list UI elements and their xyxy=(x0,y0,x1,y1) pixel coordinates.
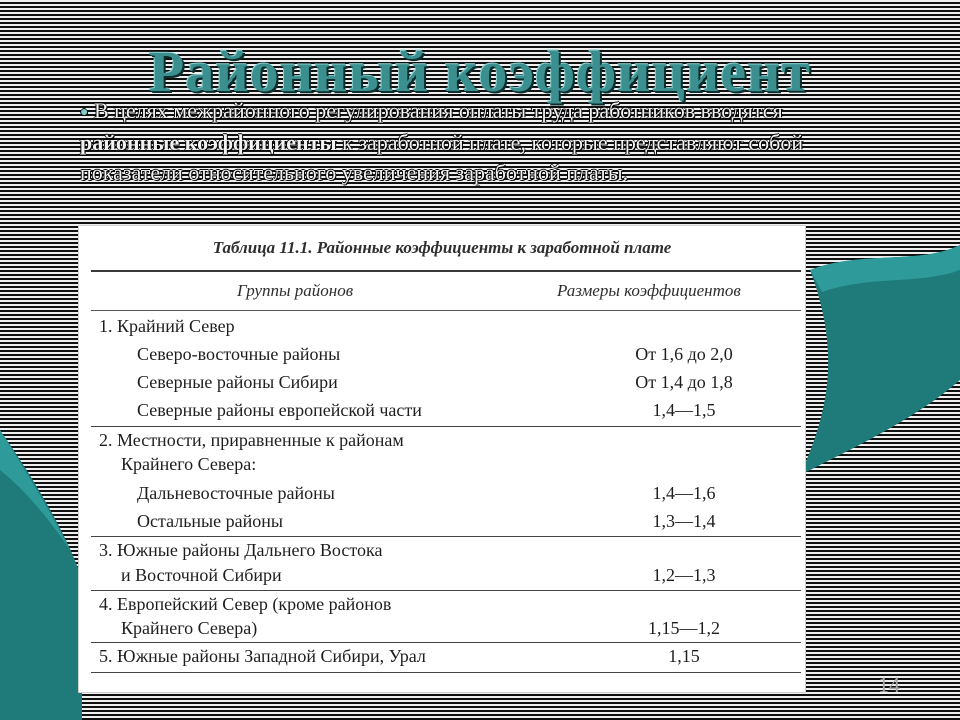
teal-wave-left-decoration xyxy=(0,430,82,720)
row-value: 1,4—1,6 xyxy=(652,483,716,503)
column-header-groups: Группы районов xyxy=(237,281,354,300)
table-row xyxy=(79,452,805,480)
table-row xyxy=(79,342,805,370)
table-row xyxy=(79,563,805,591)
intro-paragraph xyxy=(80,96,870,188)
row-value: 1,15—1,2 xyxy=(648,618,720,638)
row-label: 2. Местности, приравненные к районам xyxy=(99,430,404,450)
table-row xyxy=(79,538,805,566)
intro-text-start: В целях межрайонного регулирования оплаты труда работников вводятся xyxy=(93,98,783,123)
row-label: Дальневосточные районы xyxy=(137,483,335,503)
coefficient-table xyxy=(78,225,806,693)
row-label: 4. Европейский Север (кроме районов xyxy=(99,594,392,614)
row-label: 3. Южные районы Дальнего Востока xyxy=(99,540,383,560)
table-top-rule xyxy=(91,270,801,272)
row-divider xyxy=(91,426,801,427)
row-label: и Восточной Сибири xyxy=(121,565,282,585)
table-row xyxy=(79,481,805,509)
row-value: От 1,6 до 2,0 xyxy=(635,344,733,364)
row-value: 1,2—1,3 xyxy=(652,565,716,585)
row-label: Крайнего Севера: xyxy=(121,454,257,474)
table-row xyxy=(79,644,805,672)
table-row xyxy=(79,509,805,537)
row-value: От 1,4 до 1,8 xyxy=(635,372,733,392)
row-label: Остальные районы xyxy=(137,511,283,531)
bullet-dot-icon: ● xyxy=(80,104,89,120)
row-label: Северные районы европейской части xyxy=(137,400,422,420)
page-number: 14 xyxy=(878,672,900,697)
row-value: 1,4—1,5 xyxy=(652,400,716,420)
table-row xyxy=(79,370,805,398)
table-row xyxy=(79,616,805,644)
row-value: 1,15 xyxy=(668,646,700,666)
table-row xyxy=(79,398,805,426)
row-divider xyxy=(91,672,801,673)
intro-text-end: к заработной плате, которые представляют собой показатели относительного увеличения заработной платы. xyxy=(80,129,804,185)
row-divider xyxy=(91,590,801,591)
row-label: Северо-восточные районы xyxy=(137,344,341,364)
row-divider xyxy=(91,642,801,643)
slide-title: Районный коэффициент xyxy=(148,39,812,104)
row-label: Крайнего Севера) xyxy=(121,618,258,638)
row-label: 1. Крайний Север xyxy=(99,316,235,336)
row-label: Северные районы Сибири xyxy=(137,372,338,392)
row-value: 1,3—1,4 xyxy=(652,511,716,531)
column-header-sizes: Размеры коэффициентов xyxy=(557,281,741,300)
intro-text-bold: районные коэффициенты xyxy=(80,129,337,155)
row-divider xyxy=(91,536,801,537)
row-label: 5. Южные районы Западной Сибири, Урал xyxy=(99,646,426,666)
table-header-rule xyxy=(91,310,801,311)
table-row xyxy=(79,314,805,342)
table-caption: Таблица 11.1. Районные коэффициенты к заработной плате xyxy=(212,238,672,257)
